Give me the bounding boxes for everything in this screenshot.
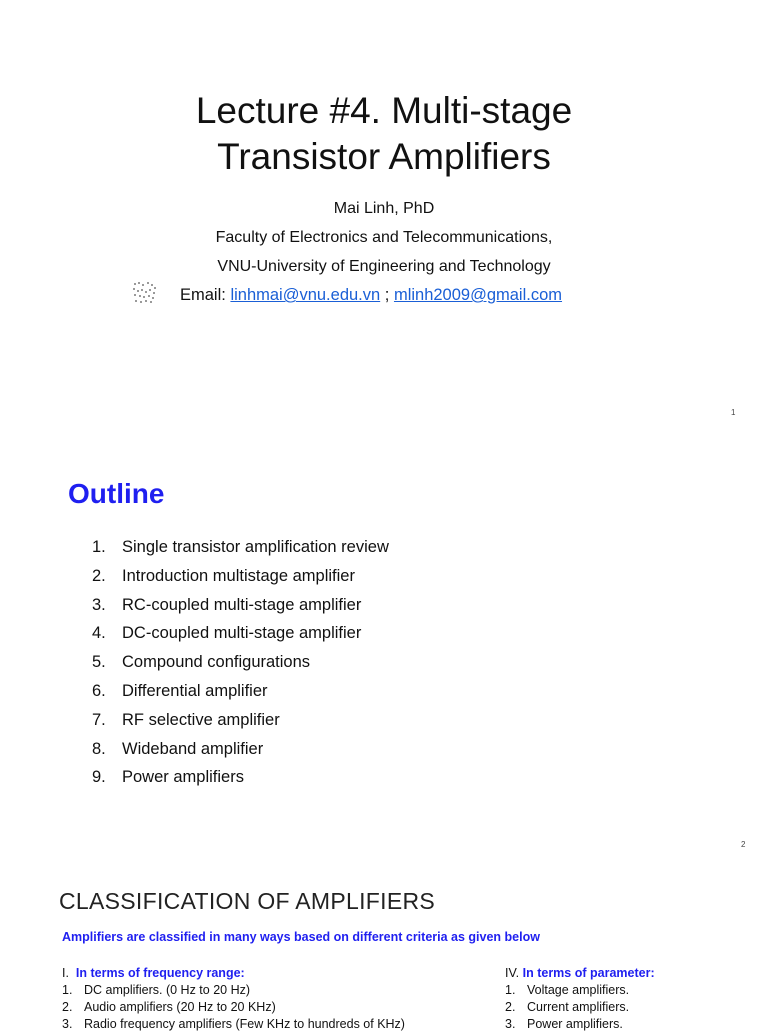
list-item [92,534,389,563]
email-label: Email: [180,286,231,304]
classification-title: CLASSIFICATION OF AMPLIFIERS [59,888,436,914]
frequency-range-column [62,964,405,1033]
university-name: VNU-University of Engineering and Technology [217,258,551,275]
outline-slide [0,432,768,864]
section-heading [505,964,655,982]
email-separator: ; [380,286,394,304]
list-item-text: Introduction multistage amplifier [122,566,355,585]
list-item-text: DC-coupled multi-stage amplifier [122,624,362,643]
list-item-number: 4. [92,624,106,643]
section-heading [62,964,405,982]
list-item [92,620,389,649]
list-item-number: 2. [505,1000,516,1014]
list-item-number: 1. [92,538,106,556]
outline-title: Outline [68,478,165,509]
list-item-number: 9. [92,768,106,787]
page-number: 2 [741,840,746,849]
list-item [62,982,405,999]
list-item-text: RC-coupled multi-stage amplifier [122,595,362,614]
list-item-text: Voltage amplifiers. [527,983,630,997]
email-line [180,286,562,305]
list-item [92,736,389,765]
list-item [92,678,389,707]
list-item-number: 6. [92,681,106,700]
faculty-name: Faculty of Electronics and Telecommunications, [215,229,553,246]
email-link-vnu[interactable]: linhmai@vnu.edu.vn [230,286,381,304]
list-item-number: 2. [92,566,106,585]
outline-list [92,534,389,793]
list-item [92,649,389,678]
list-item-text: Power amplifiers [122,768,244,787]
title-slide [0,0,768,432]
list-item-number: 2. [62,1000,73,1014]
parameter-column [505,964,655,1033]
list-item-number: 3. [505,1017,516,1031]
roman-numeral: I. [62,966,69,980]
list-item-number: 1. [505,983,516,997]
list-item [92,592,389,621]
list-item-number: 1. [62,983,73,997]
list-item-text: Compound configurations [122,653,311,672]
lecture-title [0,88,768,180]
list-item-text: Wideband amplifier [122,739,264,758]
lecture-title-line-2: Transistor Amplifiers [217,136,551,177]
list-item-text: RF selective amplifier [122,710,280,729]
section-heading-text: In terms of frequency range: [75,966,245,980]
email-link-gmail[interactable]: mlinh2009@gmail.com [393,286,563,304]
list-item-text: Differential amplifier [122,681,268,700]
list-item-text: Current amplifiers. [527,1000,630,1014]
list-item-number: 7. [92,710,106,729]
qr-code-icon [132,281,158,305]
list-item [62,999,405,1016]
author-name: Mai Linh, PhD [333,200,435,217]
classification-subtitle: Amplifiers are classified in many ways based on different criteria as given below [62,930,540,944]
list-item-text: Power amplifiers. [527,1017,623,1031]
list-item-number: 8. [92,739,106,758]
page-number: 1 [731,408,736,417]
list-item [92,707,389,736]
roman-numeral: IV. [505,966,520,980]
list-item [62,1016,405,1033]
list-item [505,982,655,999]
list-item-text: Single transistor amplification review [122,538,389,556]
list-item-text: Audio amplifiers (20 Hz to 20 KHz) [84,1000,276,1014]
list-item [505,1016,655,1033]
lecture-title-line-1: Lecture #4. Multi-stage [195,90,573,131]
classification-slide [0,864,768,1031]
list-item [505,999,655,1016]
list-item-number: 5. [92,653,106,672]
list-item-number: 3. [62,1017,73,1031]
list-item [92,764,389,793]
list-item-text: DC amplifiers. (0 Hz to 20 Hz) [84,983,251,997]
section-heading-text: In terms of parameter: [522,966,655,980]
list-item [92,563,389,592]
list-item-number: 3. [92,595,106,614]
list-item-text: Radio frequency amplifiers (Few KHz to hundreds of KHz) [84,1017,405,1031]
